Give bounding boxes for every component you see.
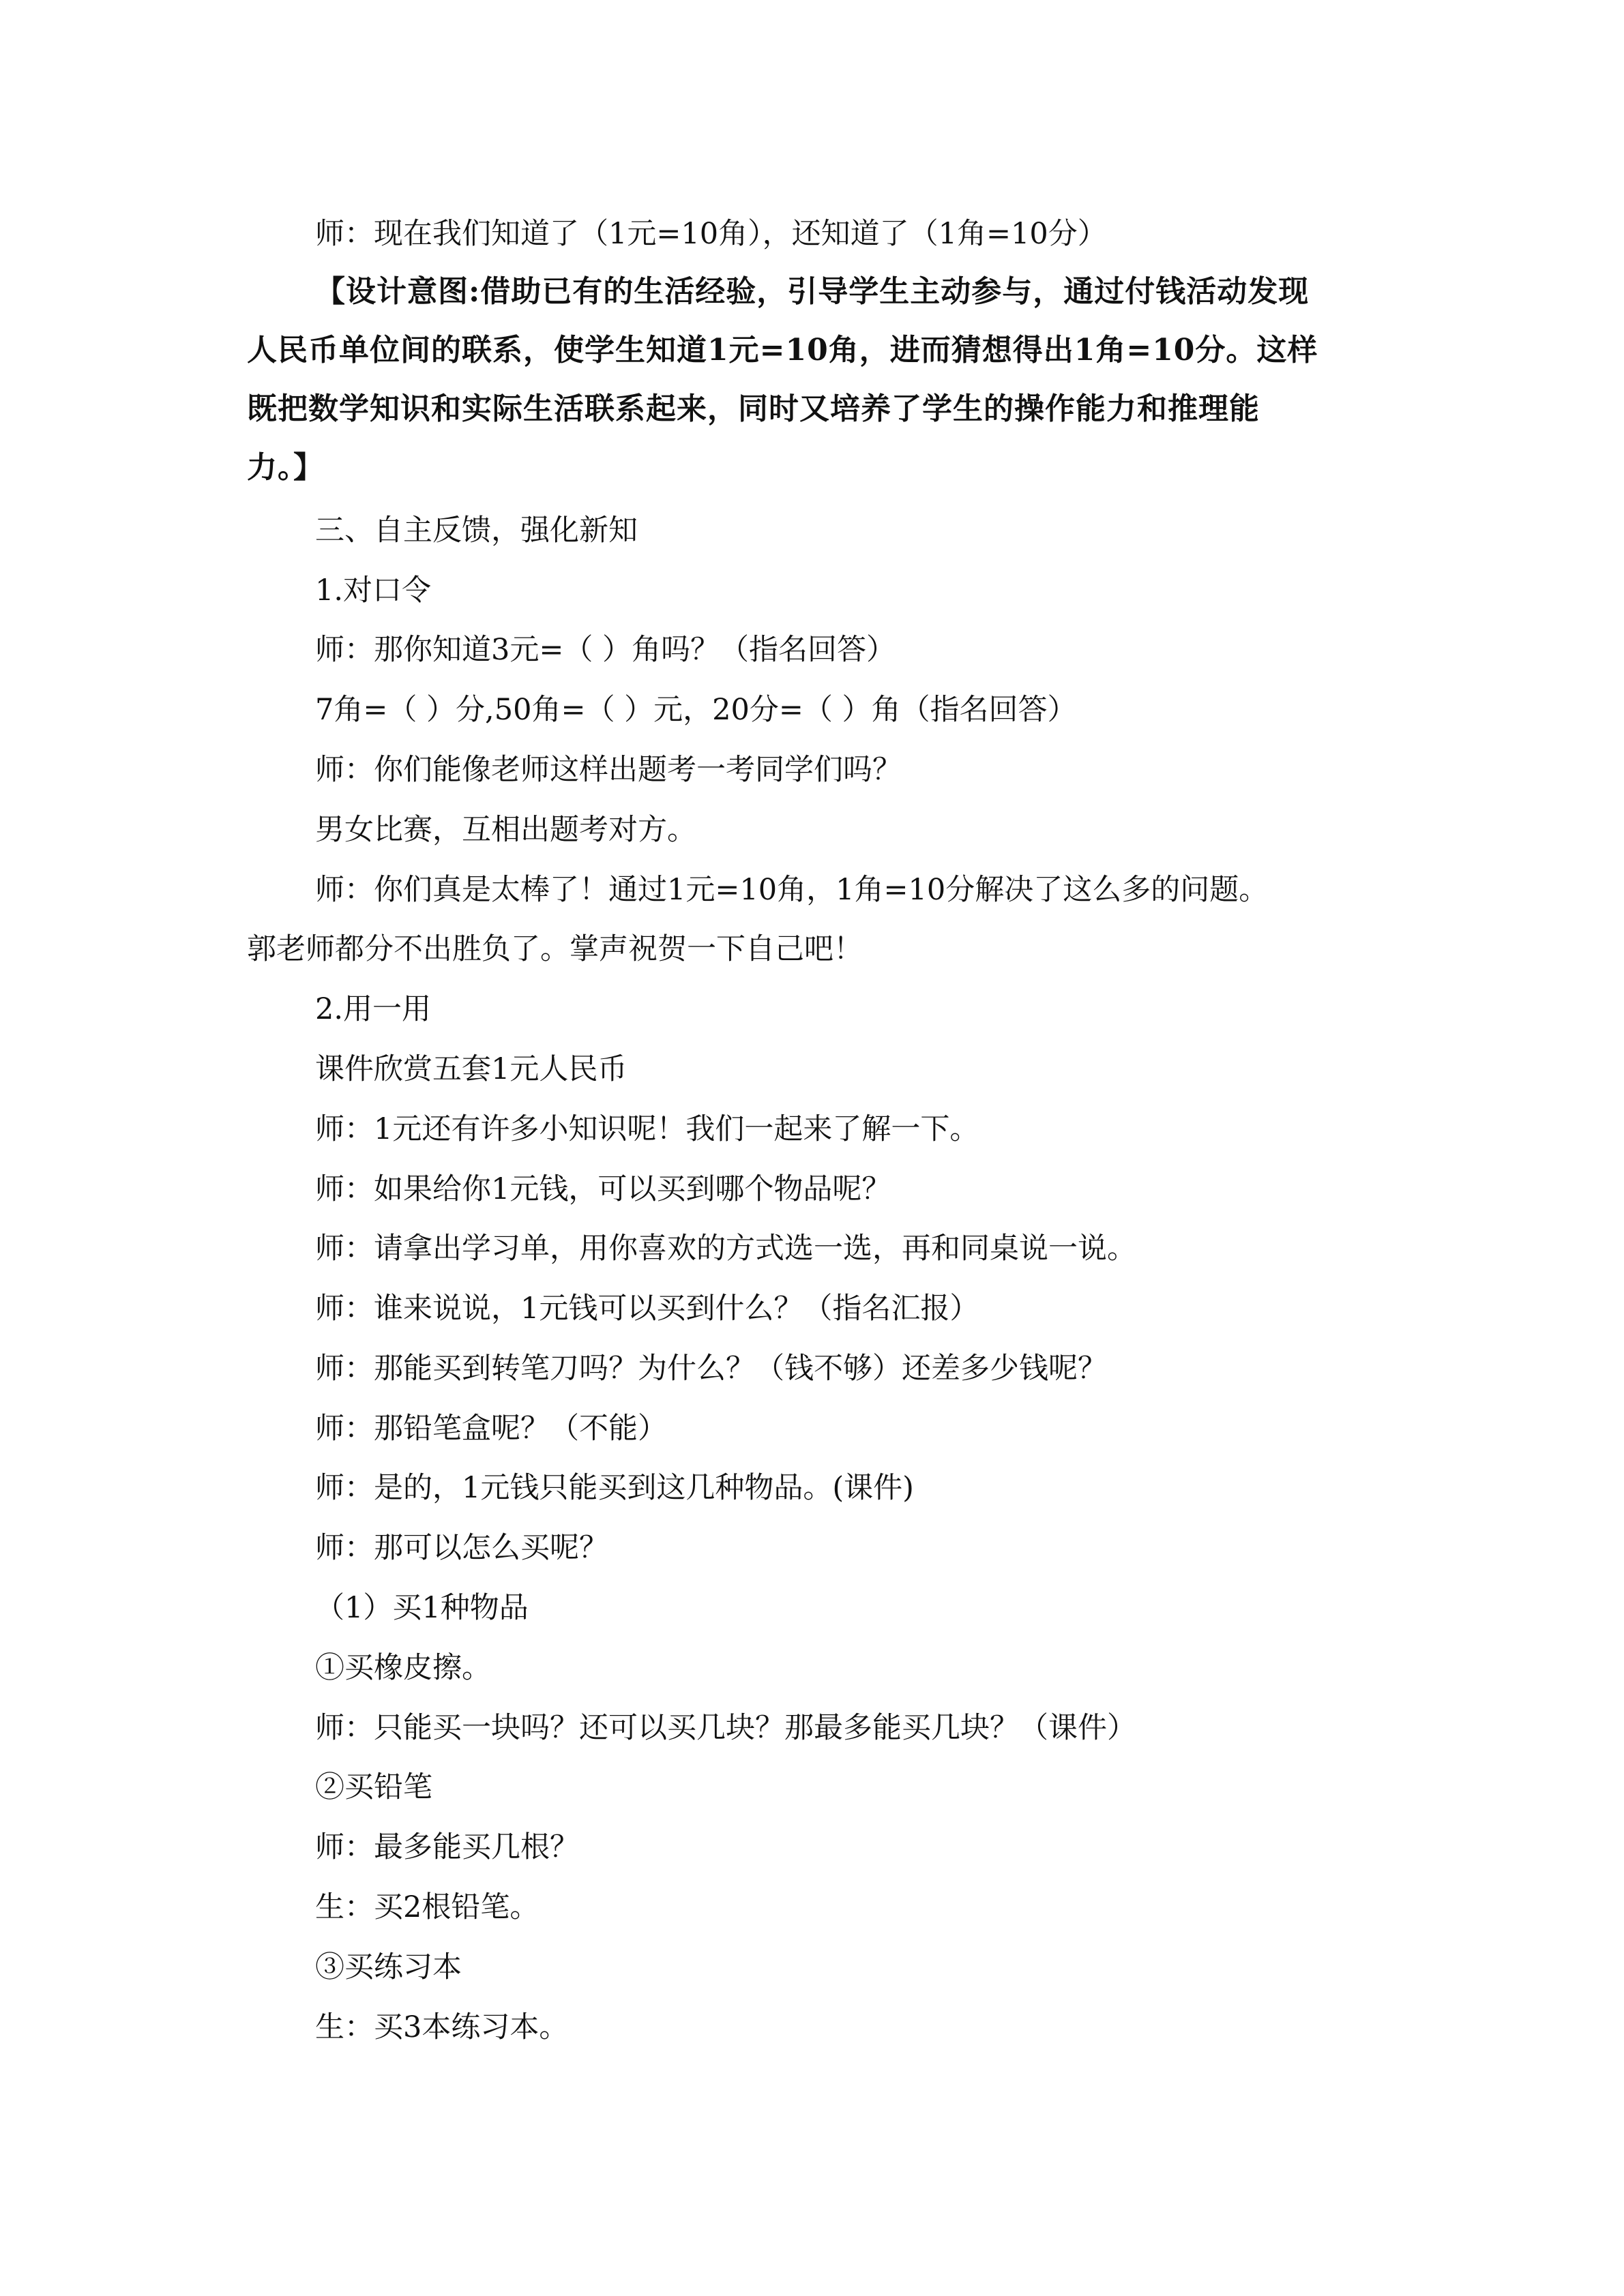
paragraph-teacher-line: 师：是的，1元钱只能买到这几种物品。(课件) — [315, 1471, 914, 1505]
design-intent-line: 既把数学知识和实际生活联系起来，同时又培养了学生的操作能力和推理能 — [247, 391, 1260, 426]
paragraph-teacher-line: 师：那铅笔盒呢？（不能） — [315, 1412, 667, 1446]
paragraph-teacher-line: 师：现在我们知道了（1元=10角），还知道了（1角=10分） — [315, 217, 1107, 251]
paragraph-student-line: 生：买2根铅笔。 — [315, 1890, 540, 1924]
design-intent-line: 【设计意图:借助已有的生活经验，引导学生主动参与，通过付钱活动发现 — [315, 274, 1310, 309]
paragraph-teacher-line: 师：只能买一块吗？还可以买几块？那最多能买几块？（课件） — [315, 1711, 1136, 1745]
paragraph-line: 郭老师都分不出胜负了。掌声祝贺一下自己吧！ — [247, 932, 863, 966]
paragraph-line: 课件欣赏五套1元人民币 — [315, 1052, 628, 1086]
paragraph-teacher-line: 师：请拿出学习单，用你喜欢的方式选一选，再和同桌说一说。 — [315, 1232, 1136, 1266]
circled-item: ②买铅笔 — [315, 1770, 432, 1804]
paragraph-teacher-line: 师：最多能买几根？ — [315, 1830, 579, 1864]
design-intent-line: 力。】 — [247, 450, 324, 485]
section-heading: 三、自主反馈，强化新知 — [315, 513, 638, 548]
circled-item: ③买练习本 — [315, 1950, 462, 1984]
exercise-line: 7角=（ ）分,50角=（ ）元，20分=（ ）角（指名回答） — [315, 693, 1077, 727]
numbered-item: （1）买1种物品 — [315, 1591, 529, 1625]
paragraph-teacher-line: 师：如果给你1元钱，可以买到哪个物品呢？ — [315, 1172, 891, 1206]
paragraph-teacher-line: 师：谁来说说，1元钱可以买到什么？（指名汇报） — [315, 1292, 979, 1326]
subsection-heading: 2.用一用 — [315, 992, 432, 1026]
paragraph-teacher-line: 师：那你知道3元=（ ）角吗？（指名回答） — [315, 633, 896, 667]
paragraph-teacher-line: 师：那能买到转笔刀吗？为什么？（钱不够）还差多少钱呢？ — [315, 1352, 1107, 1386]
circled-item: ①买橡皮擦。 — [315, 1651, 491, 1685]
subsection-heading: 1.对口令 — [315, 573, 432, 608]
paragraph-student-line: 生：买3本练习本。 — [315, 2010, 569, 2044]
paragraph-teacher-line: 师：你们能像老师这样出题考一考同学们吗？ — [315, 753, 902, 787]
paragraph-teacher-line: 师：那可以怎么买呢？ — [315, 1531, 608, 1565]
design-intent-line: 人民币单位间的联系，使学生知道1元=10角，进而猜想得出1角=10分。这样 — [247, 333, 1318, 368]
paragraph-line: 男女比赛，互相出题考对方。 — [315, 813, 696, 847]
paragraph-teacher-line: 师：1元还有许多小知识呢！我们一起来了解一下。 — [315, 1112, 979, 1146]
paragraph-teacher-line: 师：你们真是太棒了！通过1元=10角，1角=10分解决了这么多的问题。 — [315, 873, 1269, 907]
